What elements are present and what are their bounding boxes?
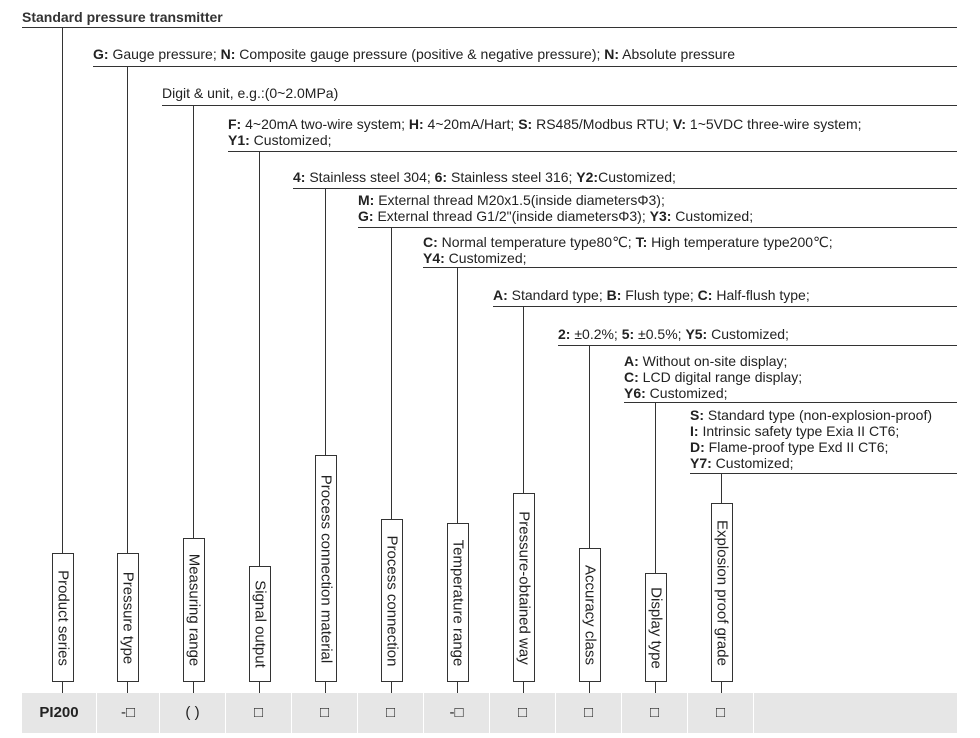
code-explosion: □ (688, 693, 754, 733)
code-temperature: -□ (424, 693, 490, 733)
connection-options: M: External thread M20x1.5(inside diametersΦ3); G: External thread G1/2"(inside diametersΦ3); Y3: Customized; (358, 192, 754, 224)
code-pressure-type: -□ (97, 693, 160, 733)
code-signal-output: □ (226, 693, 292, 733)
measuring-range-rule (162, 105, 957, 106)
diagram-title: Standard pressure transmitter (22, 9, 223, 25)
label-material: Process connection material (315, 455, 337, 682)
code-display: □ (622, 693, 688, 733)
label-temperature: Temperature range (447, 523, 469, 682)
accuracy-options: 2: ±0.2%; 5: ±0.5%; Y5: Customized; (558, 326, 789, 342)
display-rule (624, 402, 957, 403)
signal-output-rule (228, 151, 957, 152)
title-rule (22, 27, 957, 28)
temperature-options: C: Normal temperature type80℃; T: High temperature type200℃; Y4: Customized; (423, 234, 833, 266)
connection-rule (358, 227, 957, 228)
label-product-series: Product series (52, 553, 74, 682)
label-signal-output: Signal output (249, 566, 271, 682)
code-pressure-way: □ (490, 693, 556, 733)
label-display: Display type (645, 573, 667, 682)
label-pressure-way: Pressure-obtained way (513, 493, 535, 682)
pressure-type-rule (93, 66, 957, 67)
pressure-type-options: G: Gauge pressure; N: Composite gauge pressure (positive & negative pressure); N: Absolute pressure (93, 46, 736, 62)
explosion-rule (690, 473, 957, 474)
pressure-way-options: A: Standard type; B: Flush type; C: Half-flush type; (493, 287, 810, 303)
label-pressure-type: Pressure type (117, 553, 139, 682)
code-material: □ (292, 693, 358, 733)
label-connection: Process connection (381, 519, 403, 682)
material-options: 4: Stainless steel 304; 6: Stainless steel 316; Y2:Customized; (293, 169, 676, 185)
temperature-rule (423, 267, 957, 268)
explosion-options: S: Standard type (non-explosion-proof) I: Intrinsic safety type Exia II CT6; D: Flame-proof type Exd II CT6; Y7: Customized; (690, 407, 933, 471)
code-connection: □ (358, 693, 424, 733)
accuracy-rule (558, 345, 957, 346)
label-explosion: Explosion proof grade (711, 503, 733, 682)
material-rule (293, 188, 957, 189)
code-accuracy: □ (556, 693, 622, 733)
code-product-series: PI200 (22, 693, 97, 733)
code-measuring-range: ( ) (160, 693, 226, 733)
display-options: A: Without on-site display; C: LCD digital range display; Y6: Customized; (624, 353, 803, 401)
label-accuracy: Accuracy class (579, 548, 601, 682)
signal-output-options: F: 4~20mA two-wire system; H: 4~20mA/Hart; S: RS485/Modbus RTU; V: 1~5VDC three-wire system; Y1: Customized; (228, 116, 862, 148)
measuring-range-options: Digit & unit, e.g.:(0~2.0MPa) (162, 85, 339, 101)
pressure-way-rule (493, 306, 957, 307)
label-measuring-range: Measuring range (183, 538, 205, 682)
